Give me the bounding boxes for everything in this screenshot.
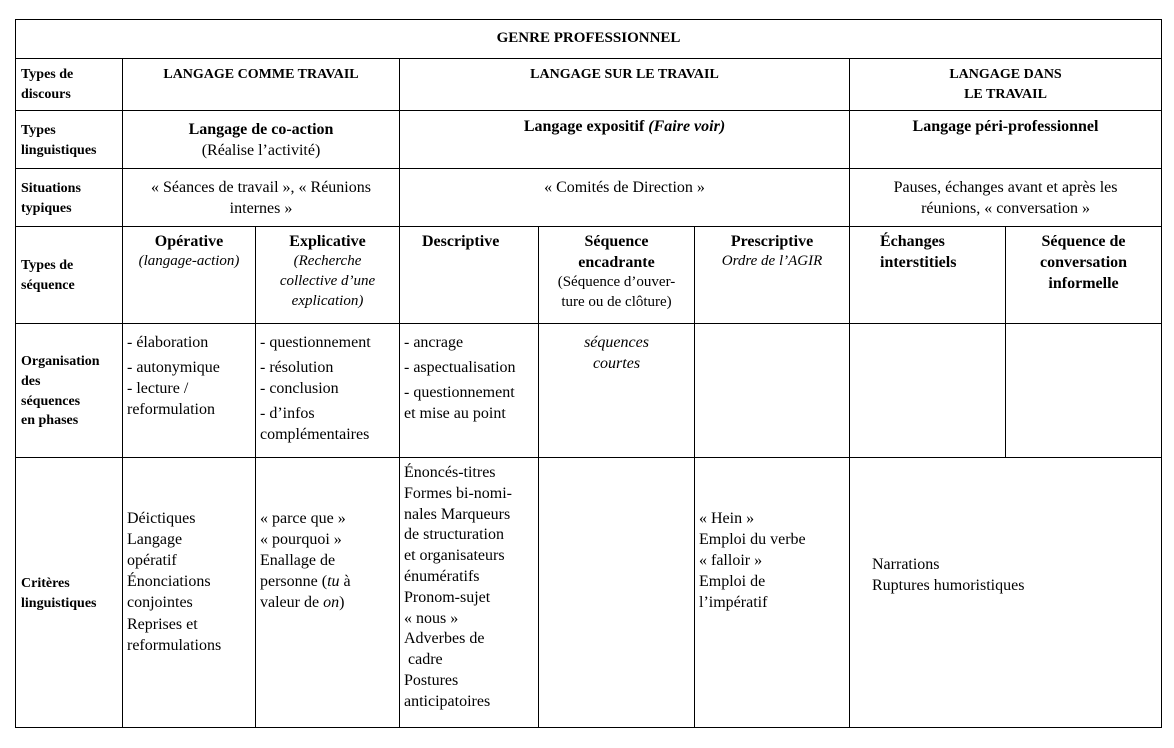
sequence-echanges-interstitiels: Échanges interstitiels (850, 227, 1006, 324)
discours-sur-travail: LANGAGE SUR LE TRAVAIL (400, 59, 850, 111)
organisation-echanges-empty (850, 324, 1006, 458)
sequence-descriptive: Descriptive (400, 227, 539, 324)
langage-peri-professionnel: Langage péri-professionnel (850, 111, 1162, 169)
langage-coaction: Langage de co-action (Réalise l’activité) (123, 111, 400, 169)
row-header-situations: Situations typiques (16, 169, 123, 227)
situation-pauses: Pauses, échanges avant et après les réunions, « conversation » (850, 169, 1162, 227)
criteres-peri-professionnel: Narrations Ruptures humoristiques (850, 458, 1162, 728)
criteres-encadrante-empty (539, 458, 695, 728)
organisation-conversation-empty (1006, 324, 1162, 458)
row-header-criteres: Critères linguistiques (16, 458, 123, 728)
row-header-types-sequence: Types de séquence (16, 227, 123, 324)
situation-seances: « Séances de travail », « Réunions internes » (123, 169, 400, 227)
organisation-explicative: - questionnement - résolution - conclusion - d’infos complémentaires (256, 324, 400, 458)
organisation-operative: - élaboration - autonymique - lecture / reformulation (123, 324, 256, 458)
criteres-operative: Déictiques Langage opératif Énonciations conjointes Reprises et reformulations (123, 458, 256, 728)
criteres-explicative: « parce que » « pourquoi » Enallage de personne (tu à valeur de on) (256, 458, 400, 728)
situation-comites: « Comités de Direction » (400, 169, 850, 227)
organisation-descriptive: - ancrage - aspectualisation - questionnement et mise au point (400, 324, 539, 458)
organisation-encadrante: séquences courtes (539, 324, 695, 458)
table-title: GENRE PROFESSIONNEL (16, 20, 1162, 59)
genre-professionnel-table (15, 19, 1162, 728)
discours-comme-travail: LANGAGE COMME TRAVAIL (123, 59, 400, 111)
row-header-types-linguistiques: Types linguistiques (16, 111, 123, 169)
sequence-operative: Opérative (langage-action) (123, 227, 256, 324)
criteres-descriptive: Énoncés-titres Formes bi-nomi- nales Marqueurs de structuration et organisateurs énumératifs Pronom-sujet « nous » Adverbes de cadre Postures anticipatoires (400, 458, 539, 728)
organisation-prescriptive-empty (695, 324, 850, 458)
criteres-prescriptive: « Hein » Emploi du verbe « falloir » Emploi de l’impératif (695, 458, 850, 728)
sequence-encadrante: Séquence encadrante (Séquence d’ouver- ture ou de clôture) (539, 227, 695, 324)
langage-expositif: Langage expositif (Faire voir) (400, 111, 850, 169)
sequence-conversation-informelle: Séquence de conversation informelle (1006, 227, 1162, 324)
discours-dans-travail: LANGAGE DANS LE TRAVAIL (850, 59, 1162, 111)
row-header-types-discours: Types de discours (16, 59, 123, 111)
sequence-prescriptive: Prescriptive Ordre de l’AGIR (695, 227, 850, 324)
row-header-organisation: Organisation des séquences en phases (16, 324, 123, 458)
sequence-explicative: Explicative (Recherche collective d’une explication) (256, 227, 400, 324)
